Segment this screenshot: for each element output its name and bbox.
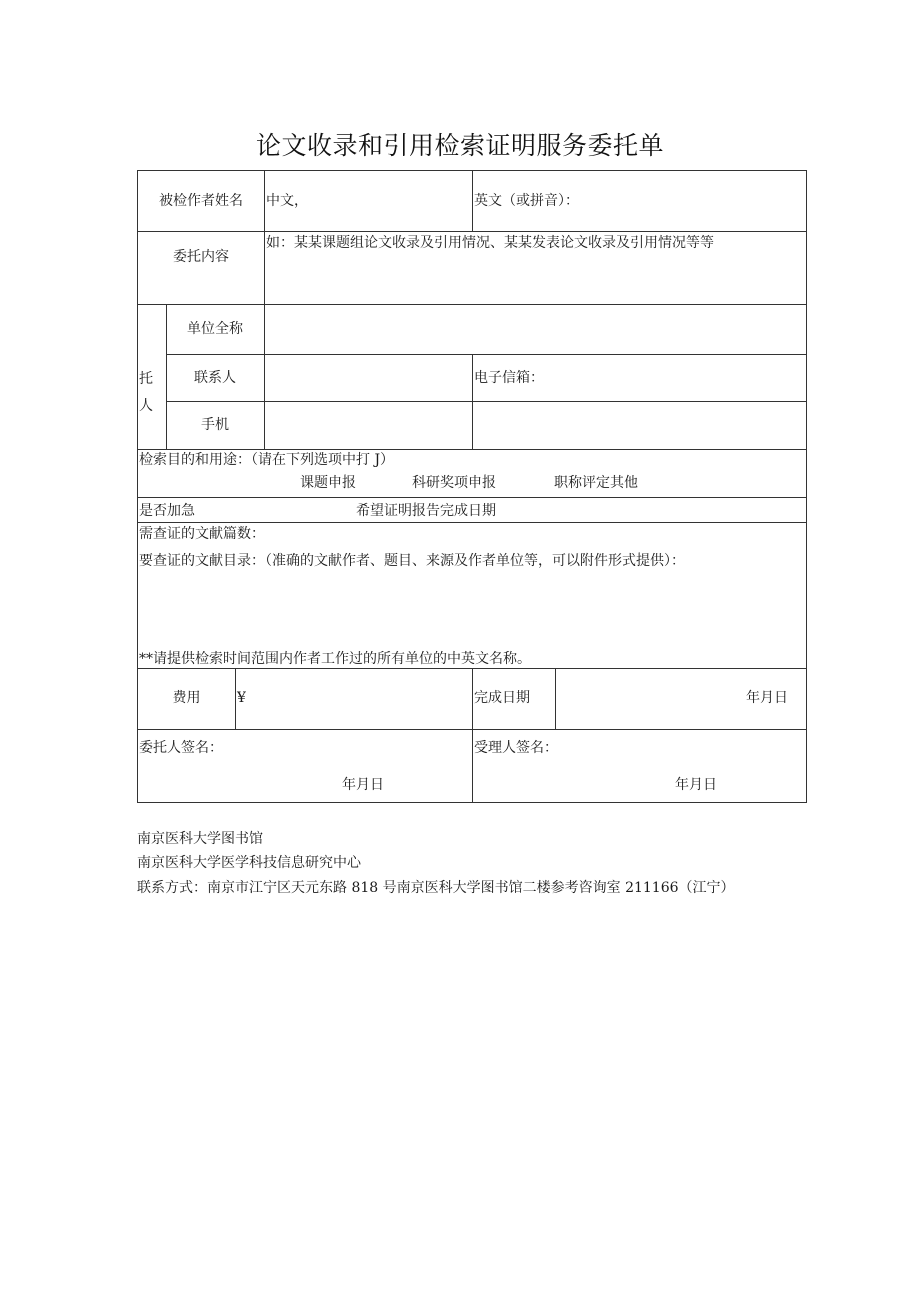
purpose-option: 科研奖项申报 (412, 475, 496, 491)
row-divider (138, 497, 806, 498)
chinese-name-label: 中文， (266, 193, 308, 209)
content-label: 委托内容 (173, 249, 229, 265)
unit-label: 单位全称 (187, 321, 243, 337)
footer-library: 南京医科大学图书馆 (137, 831, 263, 847)
doc-list-label: 要查证的文献目录：（准确的文献作者、题目、来源及作者单位等，可以附件形式提供）： (139, 553, 685, 569)
fee-label: 费用 (172, 690, 201, 706)
col-divider (264, 304, 265, 449)
footer-center: 南京医科大学医学科技信息研究中心 (137, 855, 361, 871)
client-signature-label: 委托人签名： (139, 740, 223, 756)
client-label-top: 托 (139, 371, 153, 387)
row-divider (138, 522, 806, 523)
doc-count-label: 需查证的文献篇数： (139, 526, 265, 542)
phone-label: 手机 (201, 417, 229, 433)
col-divider (472, 171, 473, 231)
author-name-label: 被检作者姓名 (159, 193, 243, 209)
col-divider (235, 668, 236, 729)
row-divider (138, 304, 806, 305)
completion-date-label: 完成日期 (474, 690, 530, 706)
col-divider (555, 668, 556, 729)
urgent-label: 是否加急 (139, 503, 195, 519)
receiver-signature-label: 受理人签名： (474, 740, 558, 756)
footer-contact: 联系方式：南京市江宁区天元东路 818 号南京医科大学图书馆二楼参考咨询室 211166（江宁） (137, 880, 735, 896)
purpose-option: 职称评定其他 (554, 475, 638, 491)
row-divider (138, 449, 806, 450)
col-divider (264, 171, 265, 304)
contact-label: 联系人 (194, 370, 236, 386)
completion-date-value: 年月日 (746, 690, 788, 706)
completion-wish-label: 希望证明报告完成日期 (356, 503, 496, 519)
purpose-option: 课题申报 (300, 475, 356, 491)
english-name-label: 英文（或拼音）： (474, 193, 579, 209)
row-divider (166, 401, 806, 402)
email-label: 电子信箱： (474, 370, 544, 386)
col-divider (472, 354, 473, 449)
client-signature-date: 年月日 (342, 777, 384, 793)
note-text: **请提供检索时间范围内作者工作过的所有单位的中英文名称。 (139, 651, 531, 667)
receiver-signature-date: 年月日 (675, 777, 717, 793)
fee-currency-symbol: ¥ (237, 690, 246, 706)
request-form (137, 170, 807, 803)
col-divider (472, 668, 473, 802)
purpose-label: 检索目的和用途：（请在下列选项中打 J） (139, 452, 395, 468)
row-divider (166, 354, 806, 355)
page-title: 论文收录和引用检索证明服务委托单 (255, 131, 664, 160)
content-example: 如：某某课题组论文收录及引用情况、某某发表论文收录及引用情况等等 (266, 235, 714, 251)
client-label-bottom: 人 (139, 398, 153, 414)
row-divider (138, 231, 806, 232)
